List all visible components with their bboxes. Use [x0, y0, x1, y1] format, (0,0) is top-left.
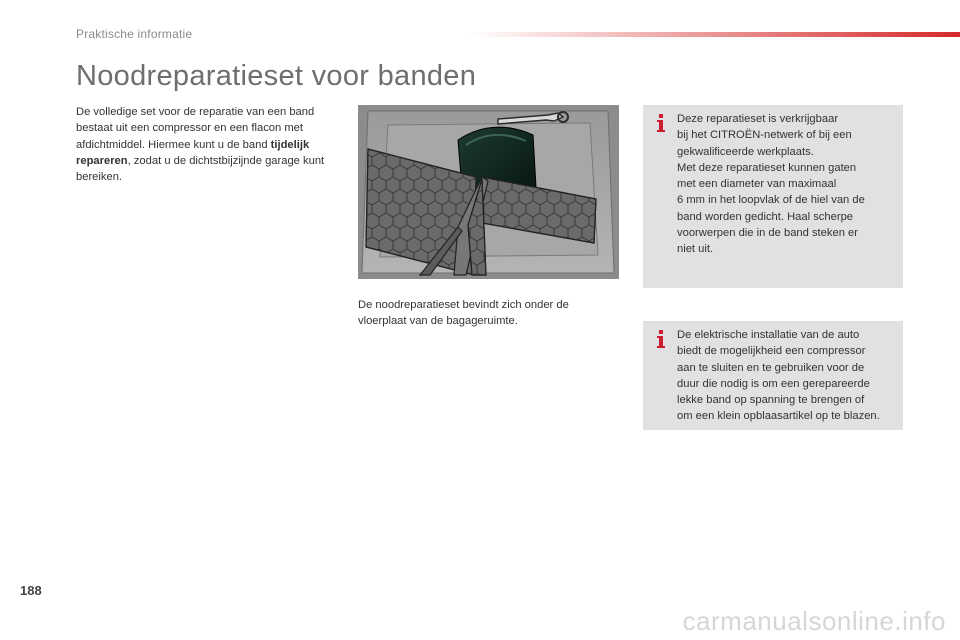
page-title: Noodreparatieset voor banden — [76, 60, 477, 92]
info-line: biedt de mogelijkheid een compressor — [677, 345, 866, 358]
info-line: aan te sluiten en te gebruiken voor de — [677, 361, 865, 374]
trunk-floor-drawing — [358, 105, 619, 279]
info-line: Met deze reparatieset kunnen gaten — [677, 161, 857, 174]
page-number: 188 — [20, 583, 42, 598]
info-text-electrical — [677, 327, 895, 425]
intro-text-end: , zodat u de dichtstbijzijnde garage kunt bereiken. — [76, 154, 325, 184]
trunk-floor-illustration — [358, 105, 619, 279]
info-line: band worden gedicht. Haal scherpe — [677, 210, 854, 223]
intro-text-start: De volledige set voor de reparatie van een band bestaat uit een compressor en een flacon met afdichtmiddel. Hiermee kunt u de band — [76, 106, 315, 151]
info-line: met een diameter van maximaal — [677, 178, 837, 191]
info-icon — [657, 330, 665, 350]
section-label: Praktische informatie — [76, 27, 193, 41]
info-box-availability — [643, 105, 903, 288]
info-line: 6 mm in het loopvlak of de hiel van de — [677, 194, 865, 207]
info-line: gekwalificeerde werkplaats. — [677, 145, 814, 158]
watermark-text: carmanualsonline.info — [682, 606, 946, 636]
info-line: voorwerpen die in de band steken er — [677, 227, 858, 240]
info-box-electrical — [643, 321, 903, 430]
info-line: Deze reparatieset is verkrijgbaar — [677, 113, 839, 125]
info-line: lekke band op spanning te brengen of — [677, 394, 865, 407]
info-line: om een klein opblaasartikel op te blazen. — [677, 410, 880, 423]
figure-caption: De noodreparatieset bevindt zich onder de vloerplaat van de bagageruimte. — [358, 299, 569, 328]
info-line: bij het CITROËN-netwerk of bij een — [677, 129, 852, 142]
info-line: duur die nodig is om een gerepareerde — [677, 377, 870, 390]
info-line: niet uit. — [677, 243, 714, 256]
info-line: De elektrische installatie van de auto — [677, 329, 860, 341]
header-accent-rule — [470, 32, 960, 37]
intro-paragraph — [76, 104, 341, 185]
info-icon — [657, 114, 665, 134]
intro-bold-text: tijdelijk repareren — [76, 138, 310, 167]
info-text-availability — [677, 111, 895, 258]
